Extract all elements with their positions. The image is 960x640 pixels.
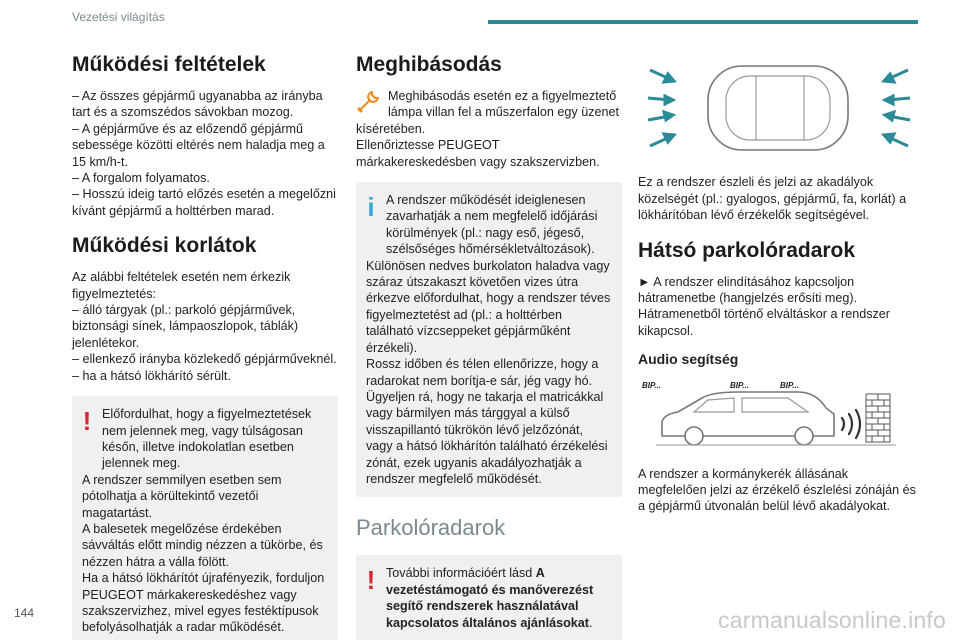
watermark: carmanualsonline.info [718, 607, 946, 633]
heading-audio-assist: Audio segítség [638, 351, 739, 368]
warning-text-1: Előfordulhat, hogy a figyelmeztetések nem jelennek meg, vagy túlságosan későn, illetve indokolatlan esetben jelennek meg. [102, 407, 312, 471]
heading-limitations: Működési korlátok [72, 234, 257, 258]
warning-icon: ! [366, 565, 376, 596]
wrench-icon [356, 88, 382, 114]
heading-operating-conditions: Működési feltételek [72, 53, 266, 76]
running-header: Vezetési világítás [72, 10, 165, 24]
heading-rear-park-sensors: Hátsó parkolóradarok [638, 238, 856, 262]
info-text-2: Különösen nedves burkolaton haladva vagy száraz útszakaszt követően vizes útra érkezve előfordulhat, hogy a rendszer téves figyelmeztetést ad (pl.: a holttérben található vízcseppeket gépjárműként érzékeli). [366, 258, 611, 355]
limitation-3: – ha a hátsó lökhárító sérült. [72, 368, 231, 383]
info-icon: i [367, 191, 375, 222]
warning-text-4: Ha a hátsó lökhárítót újrafényezik, forduljon PEUGEOT márkakereskedéshez vagy szakszervizhez, mivel egyes festéktípusok befolyásolhatják a radar működését. [82, 571, 325, 635]
limitation-intro: Az alábbi feltételek esetén nem érkezik figyelmeztetés: [72, 270, 291, 301]
condition-3: – A forgalom folyamatos. [72, 171, 210, 186]
park-warning-note [356, 555, 622, 640]
rear-deactivation: Hátramenetből történő elváltáskor a rendszer kikapcsol. [638, 307, 891, 338]
park-warning-text [366, 565, 612, 631]
warning-icon: ! [82, 405, 92, 436]
park-warning-post: . [589, 615, 593, 630]
car-top-view-icon [638, 52, 920, 164]
malfunction-text: Meghibásodás esetén ez a figyelmeztető lámpa villan fel a műszerfalon egy üzenet kíséretében. [356, 89, 620, 136]
bip-label: BIP... [642, 380, 661, 390]
bip-label: BIP... [730, 380, 749, 390]
park-warning-bold: A vezetéstámogató és manőverezést segítő rendszerek használatával kapcsolatos általános ajánlásokat [386, 566, 594, 630]
limitation-1: – álló tárgyak (pl.: parkoló gépjárművek, biztonsági sínek, lámpaoszlopok, táblák) jelenlétekor. [72, 303, 299, 350]
park-warning-pre: További információért lásd [386, 566, 536, 581]
header-accent-bar [488, 20, 918, 24]
heading-park-sensors: Parkolóradarok [356, 515, 506, 541]
system-description: Ez a rendszer észleli és jelzi az akadályok közelségét (pl.: gyalogos, gépjármű, fa, korlát) a lökhárítóban lévő érzékelők segítségével. [638, 175, 907, 223]
column-left [72, 52, 338, 640]
info-text-3: Rossz időben és télen ellenőrizze, hogy a radarokat nem borítja-e sár, jég vagy hó. Ügyeljen rá, hogy ne takarja el matricákkal vagy bármilyen más tárggyal a külső visszapillantó tükrökön lévő jelzőzónát, vagy a hátsó lökhárítón található érzékelési zónát, ezek ugyanis akadályozhatják a rendszer megfelelő működését. [366, 357, 608, 486]
info-note [356, 182, 622, 497]
condition-1: – Az összes gépjármű ugyanabba az irányba tart és a szomszédos sávokban mozog. [72, 89, 323, 120]
column-middle [356, 52, 622, 640]
info-text-1: A rendszer működését ideiglenesen zavarhatják a nem megfelelő időjárási körülmények (pl.: nagy eső, jégeső, szélsőséges hőmérsékletváltozások). [386, 193, 598, 257]
car-side-sound-icon [638, 378, 920, 454]
warning-note [72, 396, 338, 640]
malfunction-advice: Ellenőriztesse PEUGEOT márkakereskedésben vagy szakszervizben. [356, 138, 600, 169]
column-right [638, 52, 920, 515]
page-number: 144 [14, 606, 35, 620]
heading-malfunction: Meghibásodás [356, 53, 502, 76]
audio-description: A rendszer a kormánykerék állásának megfelelően jelzi az érzékelő észlelési zónáján és a gépjármű útvonalán belül lévő akadályokat. [638, 466, 916, 514]
condition-4: – Hosszú ideig tartó előzés esetén a megelőzni kívánt gépjármű a holttérben marad. [72, 187, 336, 218]
limitation-2: – ellenkező irányba közlekedő gépjárműveknél. [72, 352, 337, 367]
condition-2: – A gépjárműve és az előzendő gépjármű sebessége közötti eltérés nem haladja meg a 15 km/h-t. [72, 121, 325, 169]
bip-label: BIP... [780, 380, 799, 390]
rear-activation: ► A rendszer elindításához kapcsoljon hátramenetbe (hangjelzés erősíti meg). [638, 274, 858, 306]
warning-text-2: A rendszer semmilyen esetben sem pótolhatja a körültekintő vezetői magatartást. [82, 472, 282, 520]
warning-text-3: A balesetek megelőzése érdekében sávváltás előtt mindig nézzen a tükörbe, és nézzen hátra a válla fölött. [82, 521, 323, 569]
